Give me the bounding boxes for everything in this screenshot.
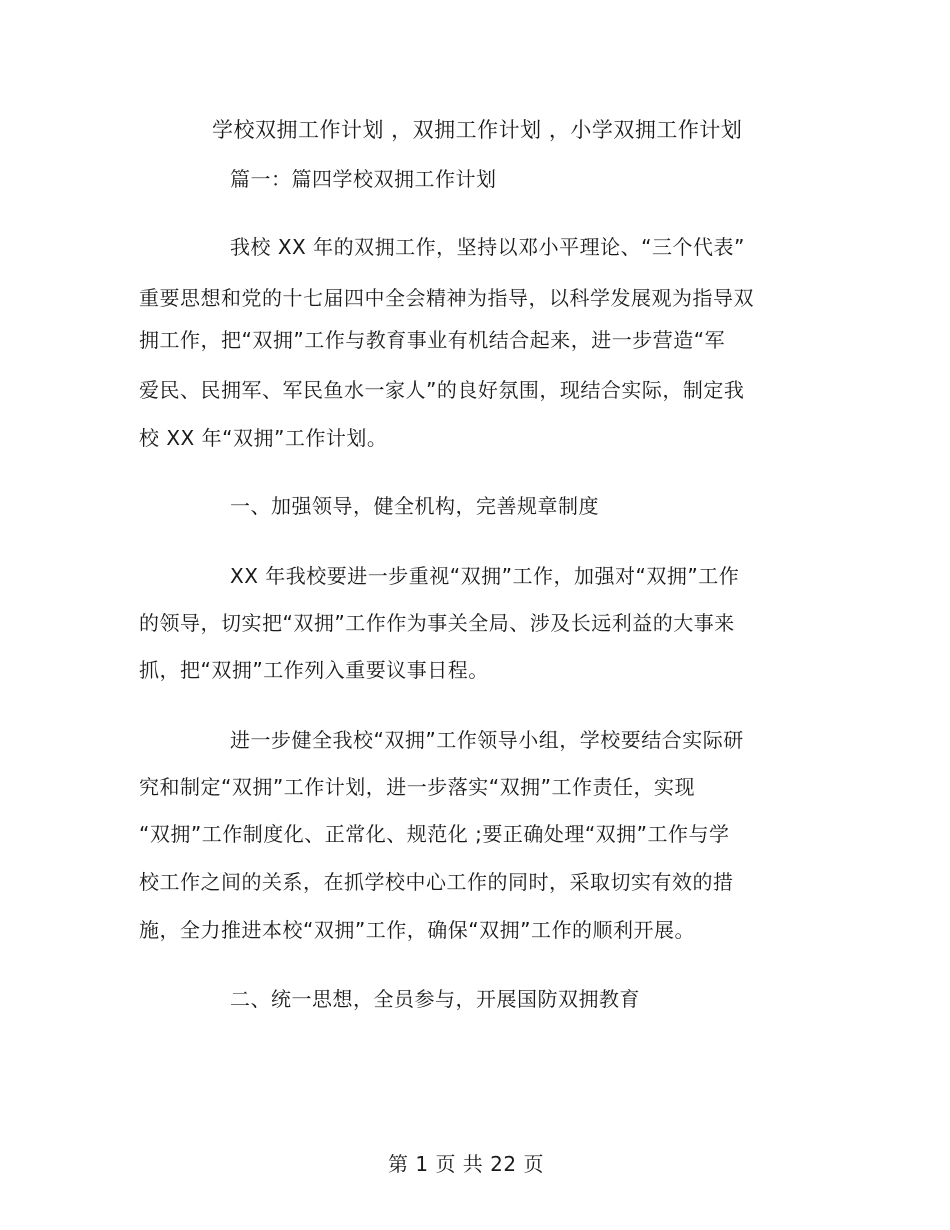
- intro-line-3: 拥工作，把“双拥”工作与教育事业有机结合起来，进一步营造“军: [139, 328, 726, 352]
- intro-line-4: 爱民、民拥军、军民鱼水一家人”的良好氛围，现结合实际，制定我: [139, 378, 745, 402]
- section1-para1-line-1: XX 年我校要进一步重视“双拥”工作，加强对“双拥”工作: [230, 564, 740, 588]
- section1-para2-line-3: “双拥”工作制度化、正常化、规范化 ;要正确处理“双拥”工作与学: [139, 822, 730, 846]
- section2-heading: 二、统一思想，全员参与，开展国防双拥教育: [230, 987, 640, 1011]
- intro-line-5: 校 XX 年“双拥”工作计划。: [139, 426, 388, 450]
- section1-para2-line-5: 施，全力推进本校“双拥”工作，确保“双拥”工作的顺利开展。: [139, 918, 695, 942]
- intro-line-2: 重要思想和党的十七届四中全会精神为指导，以科学发展观为指导双: [139, 286, 754, 310]
- intro-line-1: 我校 XX 年的双拥工作，坚持以邓小平理论、“三个代表”: [230, 235, 745, 259]
- section1-para2-line-4: 校工作之间的关系，在抓学校中心工作的同时，采取切实有效的措: [139, 870, 734, 894]
- section1-para1-line-3: 抓，把“双拥”工作列入重要议事日程。: [139, 658, 489, 682]
- document-title: 学校双拥工作计划 ，双拥工作计划 ，小学双拥工作计划: [212, 118, 743, 142]
- section1-para2-line-1: 进一步健全我校“双拥”工作领导小组，学校要结合实际研: [230, 728, 744, 752]
- section1-para2-line-2: 究和制定“双拥”工作计划，进一步落实“双拥”工作责任，实现: [139, 775, 695, 799]
- page-number-footer: 第 1 页 共 22 页: [388, 1152, 544, 1176]
- section1-para1-line-2: 的领导，切实把“双拥”工作作为事关全局、涉及长远利益的大事来: [139, 611, 735, 635]
- section1-heading: 一、加强领导，健全机构，完善规章制度: [230, 494, 599, 518]
- document-subtitle: 篇一：篇四学校双拥工作计划: [230, 167, 497, 191]
